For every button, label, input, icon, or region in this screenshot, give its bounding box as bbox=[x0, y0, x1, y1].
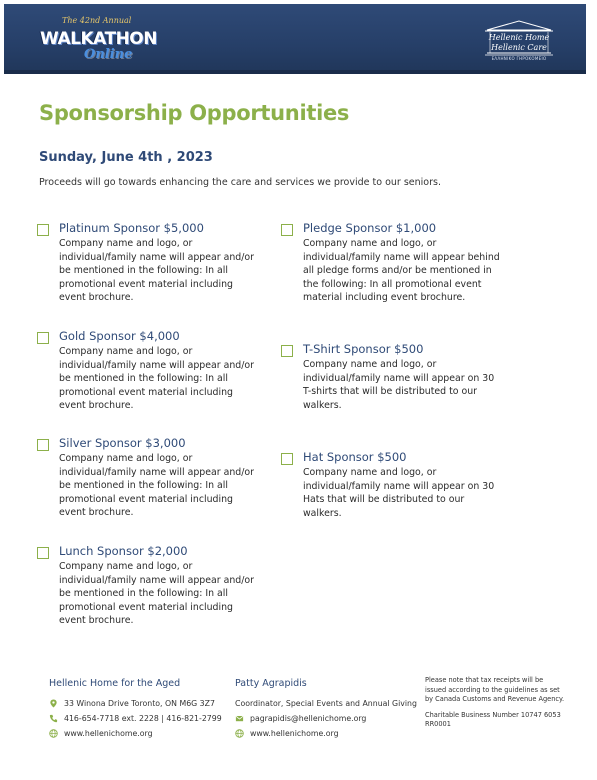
org-phone-line bbox=[49, 711, 222, 726]
location-pin-icon bbox=[49, 699, 58, 708]
contact-website-line bbox=[235, 726, 417, 741]
org-website[interactable]: www.hellenichome.org bbox=[64, 729, 153, 738]
sponsor-description: Company name and logo, or individual/family name will appear and/or be mentioned in the following: In all promotional event material including event brochure. bbox=[59, 346, 254, 411]
contact-name: Patty Agrapidis bbox=[235, 678, 307, 689]
tax-note bbox=[425, 676, 565, 730]
globe-icon bbox=[235, 729, 244, 738]
header-banner bbox=[4, 4, 586, 74]
pledge-checkbox[interactable] bbox=[281, 224, 293, 236]
globe-icon bbox=[49, 729, 58, 738]
tshirt-checkbox[interactable] bbox=[281, 345, 293, 357]
hellenic-home-logo bbox=[481, 18, 557, 66]
walkathon-subtitle: Online bbox=[84, 47, 133, 62]
org-address-line bbox=[49, 696, 222, 711]
sponsor-description: Company name and logo, or individual/family name will appear and/or be mentioned in the following: In all promotional event material including event brochure. bbox=[59, 238, 254, 303]
sponsor-description: Company name and logo, or individual/family name will appear and/or be mentioned in the following: In all promotional event material including event brochure. bbox=[59, 561, 254, 626]
org-address: 33 Winona Drive Toronto, ON M6G 3Z7 bbox=[64, 699, 215, 708]
walkathon-logo bbox=[40, 16, 157, 68]
sponsor-label: Gold Sponsor $4,000 bbox=[59, 329, 180, 343]
sponsor-label: Lunch Sponsor $2,000 bbox=[59, 544, 188, 558]
org-phone[interactable]: 416-654-7718 ext. 2228 | 416-821-2799 bbox=[64, 714, 222, 723]
charitable-number: Charitable Business Number 10747 6053 RR0001 bbox=[425, 710, 561, 728]
event-date: Sunday, June 4th , 2023 bbox=[39, 150, 213, 165]
sponsor-label: T-Shirt Sponsor $500 bbox=[303, 342, 424, 356]
contact-email[interactable]: pagrapidis@hellenichome.org bbox=[250, 714, 367, 723]
sponsor-description: Company name and logo, or individual/family name will appear behind all pledge forms and/or be mentioned in the following: In all promotional event material including event brochure. bbox=[303, 238, 500, 303]
contact-email-line bbox=[235, 711, 417, 726]
contact-website[interactable]: www.hellenichome.org bbox=[250, 729, 339, 738]
envelope-icon bbox=[235, 714, 244, 723]
sponsor-description: Company name and logo, or individual/family name will appear on 30 Hats that will be distributed to our walkers. bbox=[303, 467, 495, 519]
sponsor-description: Company name and logo, or individual/family name will appear and/or be mentioned in the following: In all promotional event material including event brochure. bbox=[59, 453, 254, 518]
org-website-line bbox=[49, 726, 222, 741]
tax-receipt-note: Please note that tax receipts will be issued according to the guidelines as set by Canada Customs and Revenue Agency. bbox=[425, 676, 565, 703]
contact-role: Coordinator, Special Events and Annual Giving bbox=[235, 699, 417, 708]
silver-checkbox[interactable] bbox=[37, 439, 49, 451]
footer-contact bbox=[235, 678, 417, 741]
sponsor-label: Silver Sponsor $3,000 bbox=[59, 436, 186, 450]
walkathon-title: WALKATHON bbox=[40, 29, 157, 49]
contact-role-line bbox=[235, 696, 417, 711]
sponsor-description: Company name and logo, or individual/family name will appear on 30 T-shirts that will be distributed to our walkers. bbox=[303, 359, 495, 411]
gold-checkbox[interactable] bbox=[37, 332, 49, 344]
org-name: Hellenic Home for the Aged bbox=[49, 678, 181, 689]
platinum-checkbox[interactable] bbox=[37, 224, 49, 236]
sponsor-label: Platinum Sponsor $5,000 bbox=[59, 221, 204, 235]
sponsor-label: Pledge Sponsor $1,000 bbox=[303, 221, 437, 235]
lunch-checkbox[interactable] bbox=[37, 547, 49, 559]
walkathon-annual-text: The 42nd Annual bbox=[62, 16, 132, 25]
logo-line-1: Hellenic Home bbox=[488, 33, 550, 42]
logo-line-2: Hellenic Care bbox=[491, 43, 547, 52]
phone-icon bbox=[49, 714, 58, 723]
hat-checkbox[interactable] bbox=[281, 453, 293, 465]
logo-greek-text: ΕΛΛΗΝΙΚΟ ΓΗΡΟΚΟΜΕΙΟ bbox=[491, 56, 547, 61]
intro-text: Proceeds will go towards enhancing the care and services we provide to our seniors. bbox=[39, 177, 441, 188]
sponsor-label: Hat Sponsor $500 bbox=[303, 450, 407, 464]
page-title: Sponsorship Opportunities bbox=[39, 101, 350, 125]
footer-org bbox=[49, 678, 222, 741]
